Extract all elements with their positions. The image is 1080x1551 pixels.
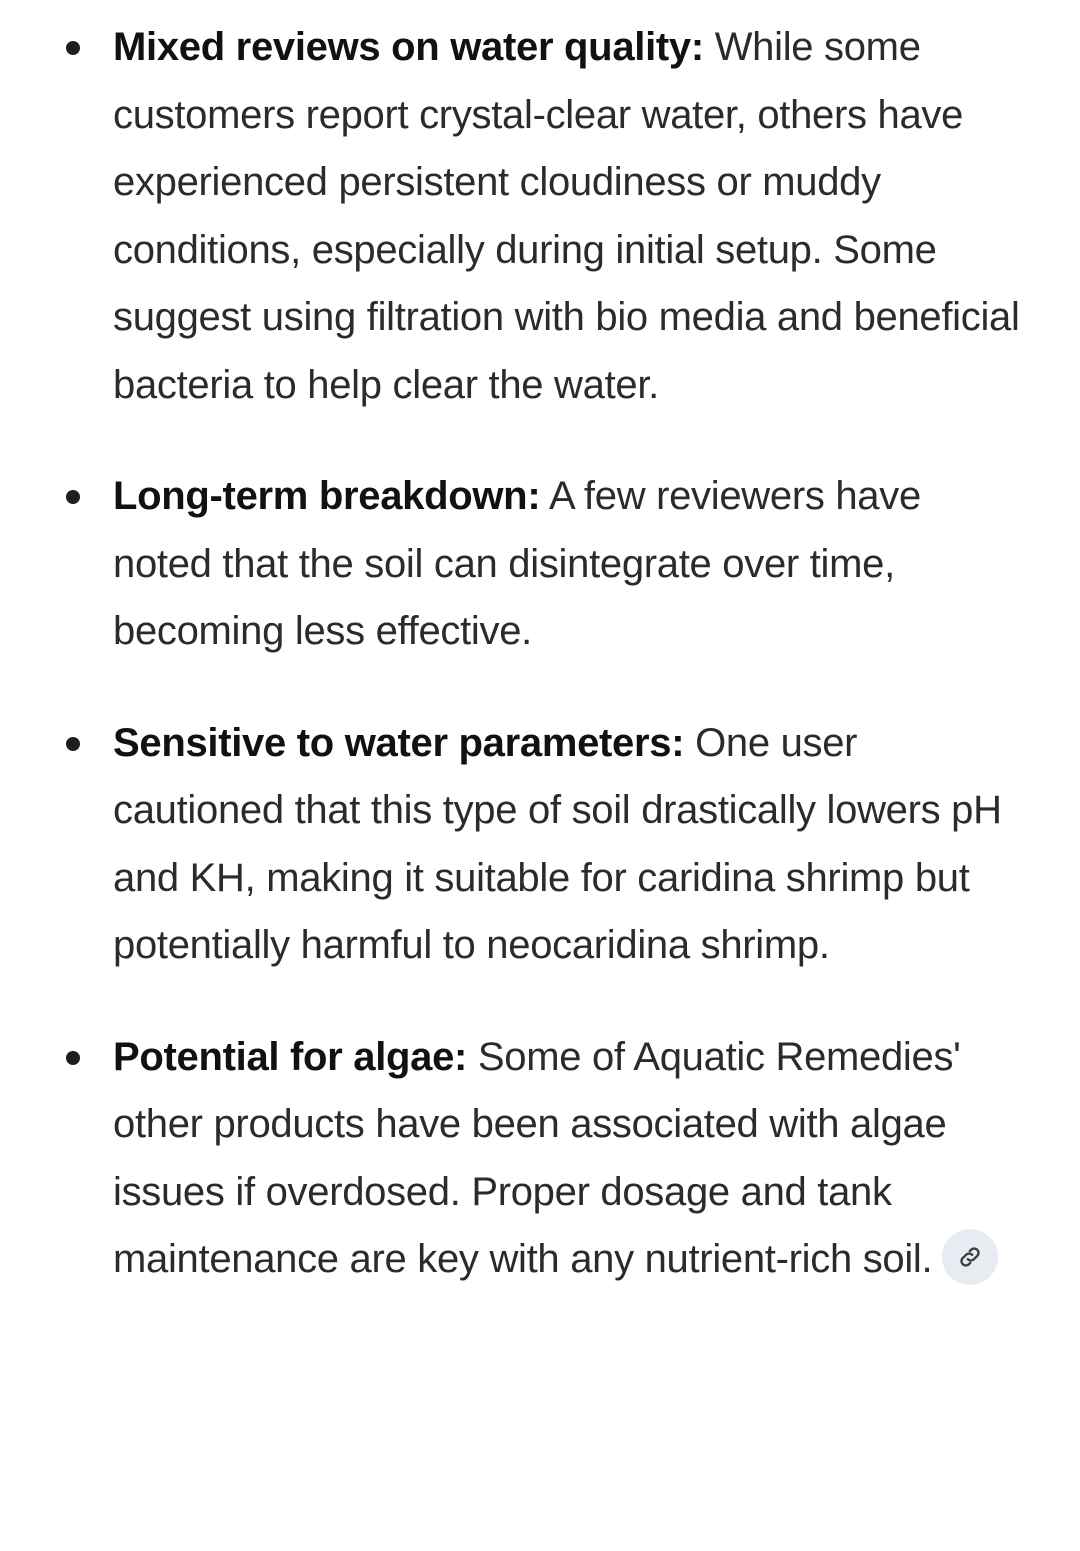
item-text: Some of Aquatic Remedies' other products have been associated with algae issues if overdosed. Proper dosage and tank maintenance are key with any nutrient-rich soil. [113,1034,961,1281]
bullet-dot [66,490,80,504]
bullet-dot [66,1051,80,1065]
item-heading: Mixed reviews on water quality: [113,25,704,69]
link-icon [957,1244,983,1270]
list-item-water-parameters [0,710,1080,980]
source-link-button[interactable] [942,1229,998,1285]
item-heading: Potential for algae: [113,1034,468,1079]
bullet-dot [66,41,80,55]
item-text: One user cautioned that this type of soil drastically lowers pH and KH, making it suitable for caridina shrimp but potentially harmful to neocaridina shrimp. [113,720,1002,967]
bullet-list [0,14,1080,1338]
list-item-long-term-breakdown [0,463,1080,666]
list-item-algae [0,1024,1080,1294]
item-heading: Long-term breakdown: [113,474,541,518]
list-item-water-quality [0,14,1080,419]
item-text: A few reviewers have noted that the soil can disintegrate over time, becoming less effective. [113,474,921,653]
item-text: While some customers report crystal-clear water, others have experienced persistent cloudiness or muddy conditions, especially during initial setup. Some suggest using filtration with bio media and beneficial bacteria to help clear the water. [113,25,1020,407]
item-heading: Sensitive to water parameters: [113,720,685,765]
bullet-dot [66,737,80,751]
